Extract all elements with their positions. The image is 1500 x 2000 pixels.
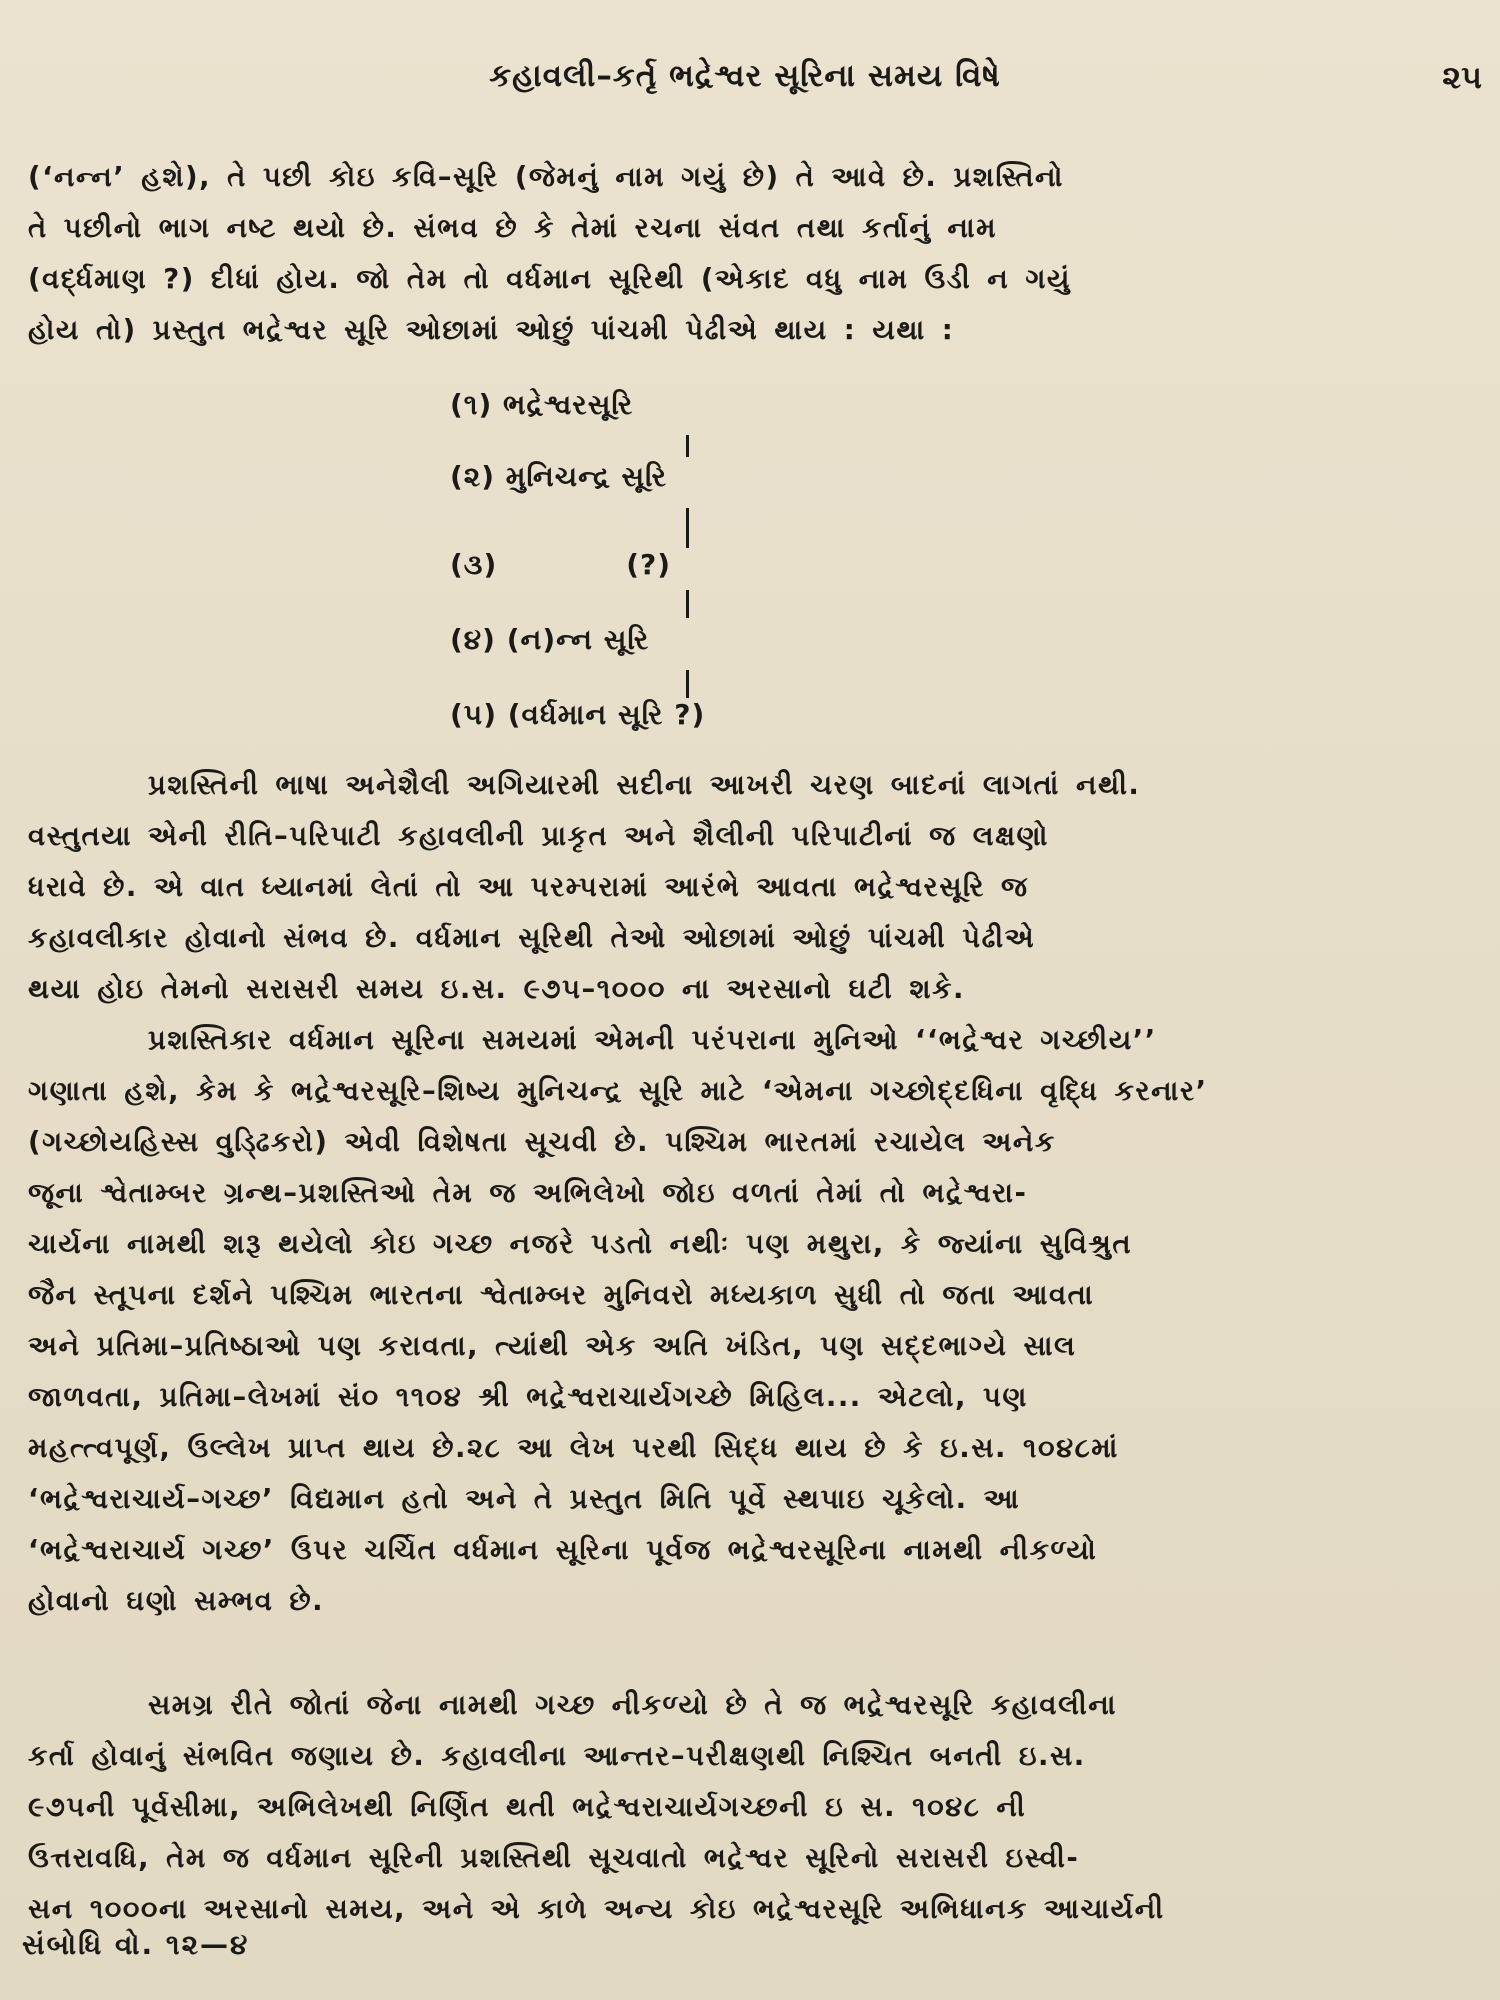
lineage-connector [686, 508, 689, 548]
text-line: સમગ્ર રીતે જોતાં જેના નામથી ગચ્છ નીકળ્યો છે તે જ ભદ્રેશ્વરસૂરિ કહાવલીના [148, 1689, 1117, 1721]
paragraph-4 [28, 1680, 1476, 1935]
text-line: ‘ભદ્રેશ્વરાચાર્ય ગચ્છ’ ઉપર ચર્ચિત વર્ધમાન સૂરિના પૂર્વજ ભદ્રેશ્વરસૂરિના નામથી નીકળ્યો [28, 1534, 1098, 1566]
page-header [0, 58, 1500, 118]
lineage-connector [686, 435, 689, 457]
text-line: જૈન સ્તૂપના દર્શને પશ્ચિમ ભારતના શ્વેતામ્બર મુનિવરો મધ્યકાળ સુધી તો જતા આવતા [28, 1279, 1095, 1311]
text-line: ધરાવે છે. એ વાત ધ્યાનમાં લેતાં તો આ પરમ્પરામાં આરંભે આવતા ભદ્રેશ્વરસૂરિ જ [28, 871, 1029, 903]
lineage-generation-4: (૪) (ન)ન્ન સૂરિ [450, 623, 650, 656]
running-head: કહાવલી–કર્તૃ ભદ્રેશ્વર સૂરિના સમય વિષે [489, 58, 1001, 94]
footer-signature: સંબોધિ વો. ૧૨—૪ [22, 1928, 250, 1961]
lineage-generation-2: (૨) મુનિચન્દ્ર સૂરિ [450, 460, 667, 493]
text-line: મહત્ત્વપૂર્ણ, ઉલ્લેખ પ્રાપ્ત થાય છે.૨૮ આ લેખ પરથી સિદ્ધ થાય છે કે ઇ.સ. ૧૦૪૮માં [28, 1432, 1119, 1464]
text-line: (ગચ્છોયહિસ્સ વુડ્ઢિકરો) એવી વિશેષતા સૂચવી છે. પશ્ચિમ ભારતમાં રચાયેલ અનેક [28, 1126, 1056, 1158]
text-line: હોય તો) પ્રસ્તુત ભદ્રેશ્વર સૂરિ ઓછામાં ઓછું પાંચમી પેઢીએ થાય : યથા : [28, 314, 955, 346]
text-line: અને પ્રતિમા–પ્રતિષ્ઠાઓ પણ કરાવતા, ત્યાંથી એક અતિ ખંડિત, પણ સદ્દભાગ્યે સાલ [28, 1330, 1077, 1362]
paragraph-2-3 [28, 760, 1476, 1627]
page-number: ૨૫ [1442, 58, 1482, 96]
text-line: કહાવલીકાર હોવાનો સંભવ છે. વર્ધમાન સૂરિથી તેઓ ઓછામાં ઓછું પાંચમી પેઢીએ [28, 922, 1036, 954]
text-line: તે પછીનો ભાગ નષ્ટ થયો છે. સંભવ છે કે તેમાં રચના સંવત તથા કર્તાનું નામ [28, 212, 998, 244]
paragraph-1 [28, 152, 1476, 356]
text-line: સન ૧૦૦૦ના અરસાનો સમય, અને એ કાળે અન્ય કોઇ ભદ્રેશ્વરસૂરિ અભિધાનક આચાર્યની [28, 1893, 1165, 1925]
text-line: જાળવતા, પ્રતિમા–લેખમાં સં૦ ૧૧૦૪ શ્રી ભદ્રેશ્વરાચાર્યગચ્છે મિહિલ... એટલો, પણ [28, 1381, 1028, 1413]
text-line: થયા હોઇ તેમનો સરાસરી સમય ઇ.સ. ૯૭૫–૧૦૦૦ ના અરસાનો ઘટી શકે. [28, 973, 965, 1005]
text-line: ચાર્યના નામથી શરૂ થયેલો કોઇ ગચ્છ નજરે પડતો નથીઃ પણ મથુરા, કે જ્યાંના સુવિશ્રુત [28, 1228, 1133, 1260]
text-line: હોવાનો ઘણો સમ્ભવ છે. [28, 1585, 325, 1617]
lineage-diagram [450, 378, 900, 758]
text-line: પ્રશસ્તિની ભાષા અનેશૈલી અગિયારમી સદીના આખરી ચરણ બાદનાં લાગતાં નથી. [148, 769, 1141, 801]
lineage-generation-1: (૧) ભદ્રેશ્વરસૂરિ [450, 388, 634, 421]
text-line: કર્તા હોવાનું સંભવિત જણાય છે. કહાવલીના આન્તર–પરીક્ષણથી નિશ્ચિત બનતી ઇ.સ. [28, 1740, 1086, 1772]
text-line: પ્રશસ્તિકાર વર્ધમાન સૂરિના સમયમાં એમની પરંપરાના મુનિઓ ‘‘ભદ્રેશ્વર ગચ્છીય’’ [148, 1024, 1157, 1056]
text-line: (‘નન્ન’ હશે), તે પછી કોઇ કવિ–સૂરિ (જેમનું નામ ગયું છે) તે આવે છે. પ્રશસ્તિનો [28, 161, 1064, 193]
lineage-generation-3: (૩) (?) [450, 548, 672, 581]
text-line: ૯૭૫ની પૂર્વસીમા, અભિલેખથી નિર્ણિત થતી ભદ્રેશ્વરાચાર્યગચ્છની ઇ સ. ૧૦૪૮ ની [28, 1791, 1027, 1823]
text-line: વસ્તુતયા એની રીતિ–પરિપાટી કહાવલીની પ્રાકૃત અને શૈલીની પરિપાટીનાં જ લક્ષણો [28, 820, 1049, 852]
text-line: ‘ભદ્રેશ્વરાચાર્ય–ગચ્છ’ વિદ્યમાન હતો અને તે પ્રસ્તુત મિતિ પૂર્વે સ્થપાઇ ચૂકેલો. આ [28, 1483, 1021, 1515]
text-line: (વર્દ્ધમાણ ?) દીધાં હોય. જો તેમ તો વર્ધમાન સૂરિથી (એકાદ વધુ નામ ઉડી ન ગયું [28, 263, 1071, 295]
text-line: ગણાતા હશે, કેમ કે ભદ્રેશ્વરસૂરિ–શિષ્ય મુનિચન્દ્ર સૂરિ માટે ‘એમના ગચ્છોદ્દધિના વૃદ્ધિ કરનાર’ [28, 1075, 1208, 1107]
lineage-connector [686, 590, 689, 618]
lineage-connector [686, 670, 689, 698]
lineage-generation-5: (૫) (વર્ધમાન સૂરિ ?) [450, 698, 706, 731]
text-line: જૂના શ્વેતામ્બર ગ્રન્થ–પ્રશસ્તિઓ તેમ જ અભિલેખો જોઇ વળતાં તેમાં તો ભદ્રેશ્વરા- [28, 1177, 1028, 1209]
text-line: ઉત્તરાવધિ, તેમ જ વર્ધમાન સૂરિની પ્રશસ્તિથી સૂચવાતો ભદ્રેશ્વર સૂરિનો સરાસરી ઇસ્વી- [28, 1842, 1080, 1874]
